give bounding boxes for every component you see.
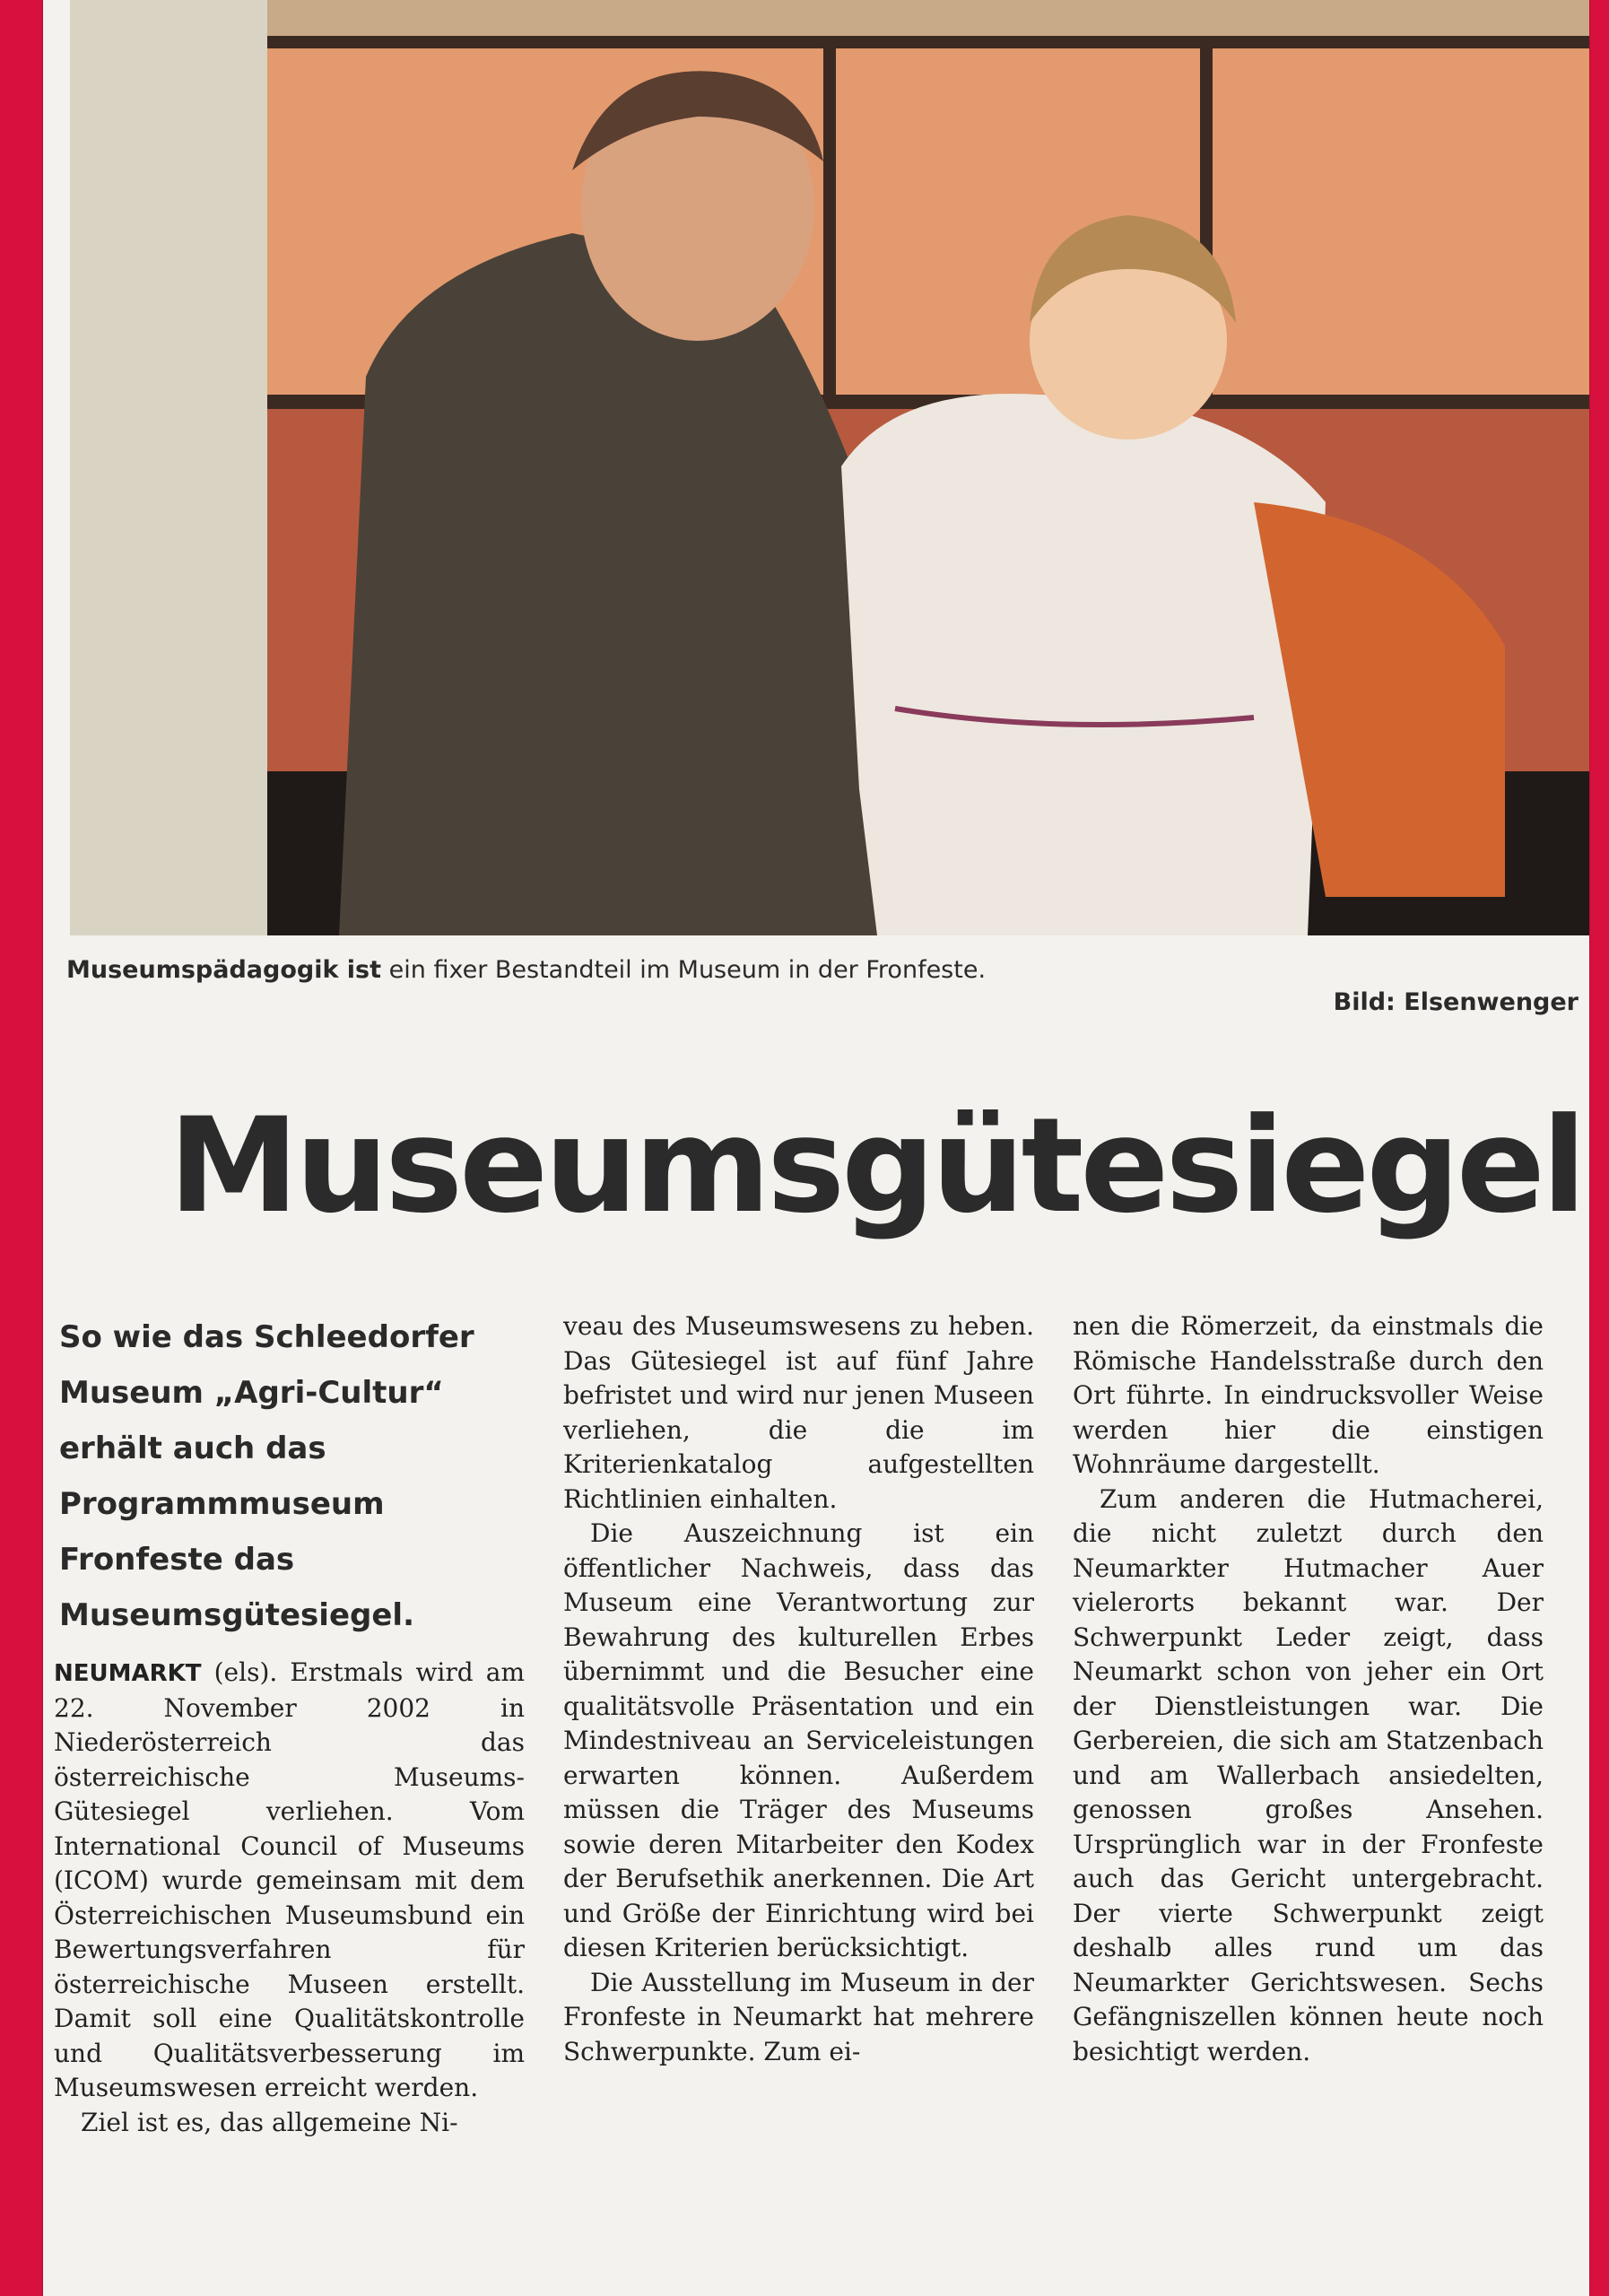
article-column-1 [54, 1309, 525, 2140]
paragraph [54, 1656, 525, 2106]
paragraph: Die Auszeichnung ist ein öffentlicher Nachweis, dass das Museum eine Verantwortung zur Bewahrung des kulturellen Erbes übernimmt und die Besucher eine qualitätsvolle Präsentation und ein Mindestniveau an Serviceleistungen erwarten können. Außerdem müssen die Träger des Museums sowie deren Mitarbeiter den Kodex der Berufsethik anerkennen. Die Art und Größe der Einrichtung wird bei diesen Kriterien berücksichtigt. [563, 1518, 1034, 1962]
dateline: NEUMARKT [54, 1660, 202, 1687]
caption-rest: ein fixer Bestandteil im Museum in der Fronfeste. [388, 956, 987, 984]
newspaper-clipping [43, 0, 1589, 2296]
article-column-3 [1073, 1309, 1544, 2069]
photo-illustration [70, 0, 1589, 935]
headline: Museumsgütesiegel [169, 1090, 1583, 1242]
caption-text [66, 956, 986, 984]
paragraph: veau des Museumswesens zu heben. Das Gütesiegel ist auf fünf Jahre befristet und wird nur jenen Museen verliehen, die die im Kriterienkatalog aufgestellten Richtlinien einhalten. [563, 1311, 1034, 1514]
caption-bold: Museumspädagogik ist [66, 956, 382, 984]
article-photo [70, 0, 1589, 935]
paragraph: Die Ausstellung im Museum in der Fronfeste in Neumarkt hat mehrere Schwerpunkte. Zum ei- [563, 1967, 1034, 2066]
paragraph: Ziel ist es, das allgemeine Ni- [81, 2107, 458, 2137]
paragraph: Zum anderen die Hutmacherei, die nicht zuletzt durch den Neumarkter Hutmacher Auer vielerorts bekannt war. Der Schwerpunkt Leder zeigt, dass Neumarkt schon von jeher ein Ort der Dienstleistungen war. Die Gerbereien, die sich am Statzenbach und am Wallerbach ansiedelten, genossen großes Ansehen. Ursprünglich war in der Fronfeste auch das Gericht untergebracht. Der vierte Schwerpunkt zeigt deshalb alles rund um das Neumarkter Gerichtswesen. Sechs Gefängniszellen können heute noch besichtigt werden. [1073, 1483, 1544, 2066]
photo-caption [66, 951, 1582, 1016]
paragraph-text: (els). Erstmals wird am 22. November 2002 in Niederösterreich das österreichische Museums-Gütesiegel verliehen. Vom International Council of Museums (ICOM) wurde gemeinsam mit dem Österreichischen Museumsbund ein Bewertungsverfahren für österreichische Museen erstellt. Damit soll eine Qualitätskontrolle und Qualitätsverbesserung im Museumswesen erreicht werden. [54, 1657, 525, 2102]
paragraph: nen die Römerzeit, da einstmals die Römische Handelsstraße durch den Ort führte. In eindrucksvoller Weise werden hier die einstigen Wohnräume dargestellt. [1073, 1311, 1544, 1479]
article-column-2 [563, 1309, 1034, 2069]
photo-credit: Bild: Elsenwenger [1333, 988, 1579, 1016]
lead-paragraph: So wie das Schleedorfer Museum „Agri-Cultur“ erhält auch das Programmmuseum Fronfeste das Museumsgütesiegel. [59, 1319, 474, 1633]
